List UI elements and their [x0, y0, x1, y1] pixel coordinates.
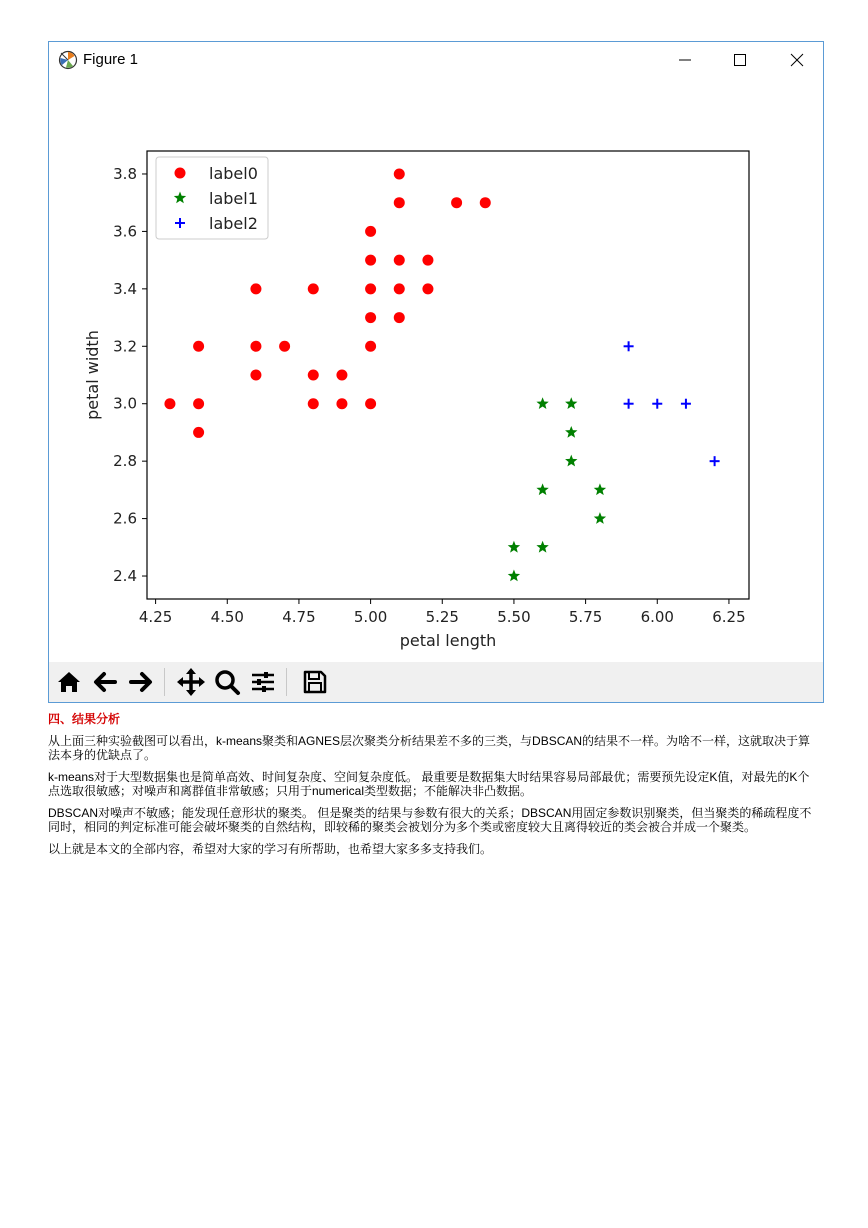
label0-point: [365, 398, 376, 409]
label0-point: [422, 283, 433, 294]
paragraph: 以上就是本文的全部内容，希望对大家的学习有所帮助，也希望大家多多支持我们。: [48, 842, 493, 856]
y-tick-label: 3.4: [113, 279, 137, 298]
x-axis-label: petal length: [399, 631, 497, 650]
maximize-button[interactable]: [729, 50, 751, 70]
label0-point: [422, 255, 433, 266]
back-button[interactable]: [89, 665, 121, 699]
x-tick-label: 5.50: [497, 608, 531, 626]
title-bar[interactable]: [49, 42, 823, 78]
label0-point: [365, 255, 376, 266]
paragraph: DBSCAN对噪声不敏感；能发现任意形状的聚类。 但是聚类的结果与参数有很大的关系；DBSCAN用固定参数识别聚类，但当聚类的稀疏程度不同时，相同的判定标准可能会破坏聚类的自然结构，即较稀的聚类会被划分为多个类或密度较大且离得较近的类会被合并成一个聚类。: [48, 806, 812, 834]
close-icon: [790, 53, 804, 67]
home-icon: [55, 668, 83, 696]
label0-point: [365, 283, 376, 294]
toolbar: [49, 662, 823, 702]
article-body: [48, 712, 820, 864]
label0-point: [394, 197, 405, 208]
label0-point: [394, 312, 405, 323]
label0-point: [336, 398, 347, 409]
toolbar-separator: [286, 668, 287, 696]
x-tick-label: 6.00: [640, 608, 674, 626]
label0-point: [365, 341, 376, 352]
label0-point: [193, 398, 204, 409]
pan-button[interactable]: [175, 665, 207, 699]
label0-point: [193, 341, 204, 352]
label0-point: [336, 370, 347, 381]
window-title: Figure 1: [83, 51, 139, 68]
label0-point: [193, 427, 204, 438]
label0-point: [250, 370, 261, 381]
subplots-button[interactable]: [247, 665, 279, 699]
x-tick-label: 6.25: [712, 608, 746, 626]
label0-point: [250, 283, 261, 294]
legend: [156, 157, 268, 239]
x-tick-label: 4.50: [210, 608, 244, 626]
legend-label: label1: [209, 189, 258, 208]
maximize-icon: [733, 53, 747, 67]
figure-window: [48, 41, 824, 703]
label0-point: [394, 283, 405, 294]
y-tick-label: 3.2: [113, 337, 137, 356]
label0-point: [394, 255, 405, 266]
label0-point: [308, 283, 319, 294]
minimize-icon: [678, 53, 692, 67]
legend-label: label0: [209, 164, 258, 183]
paragraph: k-means对于大型数据集也是简单高效、时间复杂度、空间复杂度低。 最重要是数据集大时结果容易局部最优；需要预先设定K值，对最先的K个点选取很敏感；对噪声和离群值非常敏感；只用于numerical类型数据；不能解决非凸数据。: [48, 770, 810, 798]
home-button[interactable]: [53, 665, 85, 699]
zoom-button[interactable]: [211, 665, 243, 699]
back-icon: [91, 668, 119, 696]
label0-point: [308, 398, 319, 409]
legend-marker-label0: [175, 168, 186, 179]
toolbar-separator: [164, 668, 165, 696]
y-tick-label: 3.0: [113, 394, 137, 413]
label0-point: [365, 312, 376, 323]
y-tick-label: 2.6: [113, 509, 137, 528]
save-icon: [301, 668, 329, 696]
y-tick-label: 2.4: [113, 567, 137, 586]
matplotlib-app-icon: [58, 50, 78, 70]
zoom-icon: [213, 668, 241, 696]
label0-point: [365, 226, 376, 237]
forward-button[interactable]: [125, 665, 157, 699]
label0-point: [279, 341, 290, 352]
forward-icon: [127, 668, 155, 696]
label0-point: [308, 370, 319, 381]
y-tick-label: 2.8: [113, 452, 137, 471]
save-button[interactable]: [299, 665, 331, 699]
minimize-button[interactable]: [674, 50, 696, 70]
label0-point: [451, 197, 462, 208]
label0-point: [480, 197, 491, 208]
y-tick-label: 3.6: [113, 222, 137, 241]
label0-point: [250, 341, 261, 352]
close-button[interactable]: [786, 50, 808, 70]
x-tick-label: 4.25: [138, 608, 173, 626]
x-tick-label: 5.00: [353, 608, 388, 626]
x-tick-label: 4.75: [282, 608, 316, 626]
paragraph: 从上面三种实验截图可以看出，k-means聚类和AGNES层次聚类分析结果差不多的三类，与DBSCAN的结果不一样。为啥不一样，这就取决于算法本身的优缺点了。: [48, 734, 811, 762]
pan-icon: [176, 667, 206, 697]
section-heading: 四、结果分析: [48, 712, 121, 726]
y-tick-label: 3.8: [113, 164, 137, 183]
label0-point: [394, 168, 405, 179]
label0-point: [164, 398, 175, 409]
subplots-icon: [249, 668, 277, 696]
x-tick-label: 5.75: [568, 608, 603, 626]
y-axis-label: petal width: [83, 330, 102, 420]
scatter-plot: [49, 78, 823, 662]
legend-label: label2: [209, 214, 258, 233]
x-tick-label: 5.25: [425, 608, 459, 626]
